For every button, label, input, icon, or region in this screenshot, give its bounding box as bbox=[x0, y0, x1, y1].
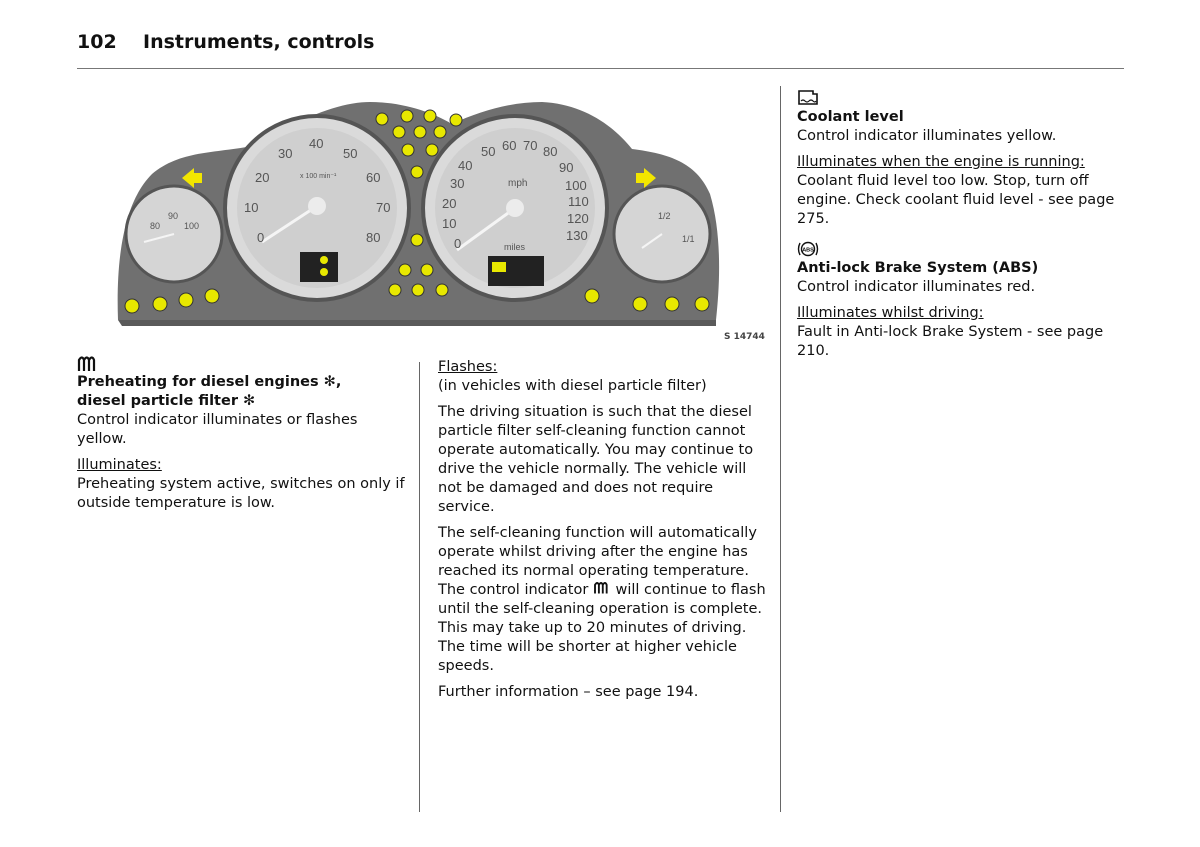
coolant-illuminates-label: Illuminates when the engine is running: bbox=[797, 154, 1085, 170]
indicator-light-icon bbox=[179, 293, 193, 307]
instrument-cluster-illustration bbox=[112, 94, 722, 340]
indicator-light-icon bbox=[414, 126, 426, 138]
speed-tick: 40 bbox=[458, 158, 473, 173]
indicator-light-icon bbox=[695, 297, 709, 311]
indicator-light-icon bbox=[450, 114, 462, 126]
temp-tick: 80 bbox=[150, 221, 161, 231]
speed-tick: 70 bbox=[523, 138, 538, 153]
indicator-light-icon bbox=[426, 144, 438, 156]
tach-tick: 40 bbox=[309, 136, 324, 151]
indicator-light-icon bbox=[376, 113, 388, 125]
speed-tick: 20 bbox=[442, 196, 457, 211]
preheating-heading-line1: Preheating for diesel engines ✻, bbox=[77, 374, 342, 390]
tach-tick: 10 bbox=[244, 200, 259, 215]
tach-tick: 0 bbox=[257, 230, 265, 245]
svg-text:ABS: ABS bbox=[802, 247, 814, 254]
figure-reference: S 14744 bbox=[724, 332, 765, 342]
flashes-label: Flashes: bbox=[438, 359, 498, 375]
illuminates-text: Preheating system active, switches on only if outside temperature is low. bbox=[77, 476, 405, 511]
indicator-light-icon bbox=[401, 110, 413, 122]
illuminates-label: Illuminates: bbox=[77, 457, 162, 473]
coolant-heading: Coolant level bbox=[797, 109, 904, 125]
tach-unit: x 100 min⁻¹ bbox=[300, 173, 337, 180]
indicator-light-icon bbox=[402, 144, 414, 156]
tach-tick: 80 bbox=[366, 230, 381, 245]
indicator-light-icon bbox=[411, 234, 423, 246]
tach-tick: 70 bbox=[376, 200, 391, 215]
column-divider bbox=[419, 362, 420, 812]
indicator-light-icon bbox=[421, 264, 433, 276]
coolant-level-icon bbox=[797, 88, 819, 108]
abs-icon bbox=[797, 239, 819, 259]
indicator-light-icon bbox=[412, 284, 424, 296]
preheating-intro: Control indicator illuminates or flashes yellow. bbox=[77, 412, 358, 447]
preheating-heading-line2: diesel particle filter ✻ bbox=[77, 393, 256, 409]
flashes-paragraph-2a: The self-cleaning function will automatically operate whilst driving after the engine has reached its normal operating temperature. The control indicator bbox=[438, 525, 757, 598]
speed-tick: 10 bbox=[442, 216, 457, 231]
speed-tick: 100 bbox=[565, 178, 587, 193]
further-information: Further information – see page 194. bbox=[438, 684, 699, 700]
indicator-light-icon bbox=[633, 297, 647, 311]
tach-tick: 60 bbox=[366, 170, 381, 185]
flashes-paragraph-2b: will continue to flash until the self-cleaning operation is complete. This may take up to 20 minutes of driving. The time will be shorter at higher vehicle speeds. bbox=[438, 582, 766, 674]
indicator-light-icon bbox=[153, 297, 167, 311]
coolant-text: Coolant fluid level too low. Stop, turn off engine. Check coolant fluid level - see page 275. bbox=[797, 173, 1115, 227]
page-heading: Instruments, controls bbox=[143, 31, 375, 53]
temp-tick: 100 bbox=[184, 221, 200, 231]
page-number: 102 bbox=[77, 31, 117, 53]
abs-illuminates-label: Illuminates whilst driving: bbox=[797, 305, 984, 321]
speed-sub: miles bbox=[504, 242, 526, 252]
speed-tick: 50 bbox=[481, 144, 496, 159]
coolant-abs-section bbox=[797, 88, 1117, 368]
temp-tick: 90 bbox=[168, 211, 179, 221]
speed-tick: 120 bbox=[567, 211, 589, 226]
tach-display bbox=[300, 252, 338, 282]
flashes-subtitle: (in vehicles with diesel particle filter) bbox=[438, 378, 707, 394]
flashes-paragraph-2 bbox=[438, 524, 768, 676]
fuel-tick: 1/1 bbox=[682, 234, 695, 244]
header-rule bbox=[77, 68, 1124, 69]
preheating-indicator-icon bbox=[399, 264, 411, 276]
indicator-light-icon bbox=[125, 299, 139, 313]
speed-tick: 90 bbox=[559, 160, 574, 175]
flashes-paragraph-1: The driving situation is such that the diesel particle filter self-cleaning function cannot operate automatically. You may continue to drive the vehicle normally. The vehicle will not be damaged and does not require service. bbox=[438, 404, 754, 515]
tach-tick: 20 bbox=[255, 170, 270, 185]
preheating-coil-icon bbox=[593, 581, 611, 595]
abs-intro: Control indicator illuminates red. bbox=[797, 279, 1036, 295]
tach-tick: 50 bbox=[343, 146, 358, 161]
speed-tick: 130 bbox=[566, 228, 588, 243]
abs-text: Fault in Anti-lock Brake System - see page 210. bbox=[797, 324, 1104, 359]
indicator-light-icon bbox=[665, 297, 679, 311]
abs-heading: Anti-lock Brake System (ABS) bbox=[797, 260, 1039, 276]
coolant-intro: Control indicator illuminates yellow. bbox=[797, 128, 1057, 144]
speed-unit: mph bbox=[508, 178, 528, 189]
tach-tick: 30 bbox=[278, 146, 293, 161]
speed-tick: 60 bbox=[502, 138, 517, 153]
flashes-section bbox=[438, 358, 768, 709]
speed-tick: 0 bbox=[454, 236, 462, 251]
indicator-light-icon bbox=[205, 289, 219, 303]
indicator-light-icon bbox=[434, 126, 446, 138]
speed-tick: 110 bbox=[568, 194, 589, 209]
indicator-light-icon bbox=[393, 126, 405, 138]
indicator-light-icon bbox=[424, 110, 436, 122]
column-divider bbox=[780, 86, 781, 812]
speed-tick: 30 bbox=[450, 176, 465, 191]
preheating-coil-icon bbox=[77, 355, 99, 373]
preheating-section bbox=[77, 355, 407, 520]
indicator-light-icon bbox=[411, 166, 423, 178]
speed-tick: 80 bbox=[543, 144, 558, 159]
indicator-light-icon bbox=[436, 284, 448, 296]
fuel-tick: 1/2 bbox=[658, 211, 671, 221]
indicator-light-icon bbox=[585, 289, 599, 303]
indicator-light-icon bbox=[389, 284, 401, 296]
